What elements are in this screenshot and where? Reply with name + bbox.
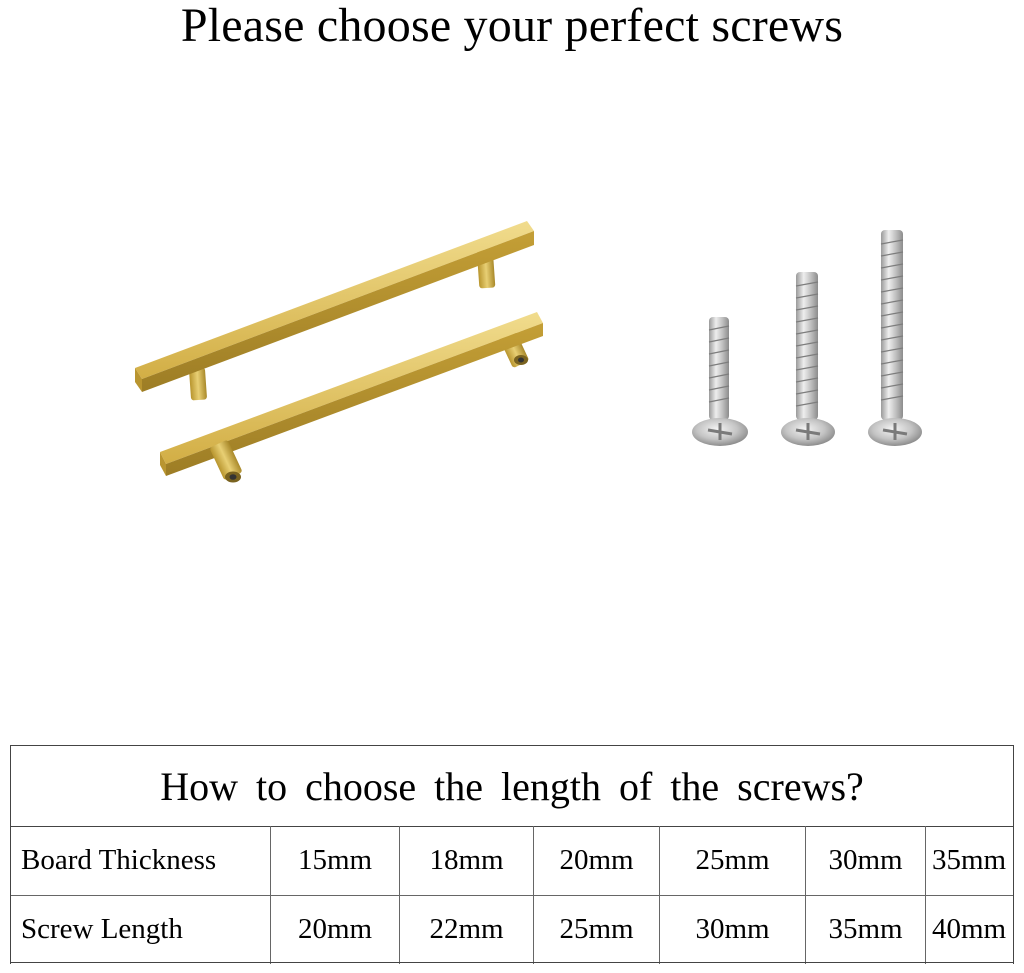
table-cell: 40mm — [931, 913, 1007, 945]
table-title: How to choose the length of the screws? — [11, 746, 1013, 827]
page-title: Please choose your perfect screws — [180, 0, 844, 52]
table-cell: 18mm — [400, 826, 534, 895]
table-cell: 20mm — [271, 895, 400, 964]
table-cell: 30mm — [806, 826, 926, 895]
row-label: Board Thickness — [11, 826, 271, 895]
row-label: Screw Length — [11, 895, 271, 964]
table-cell: 20mm — [534, 826, 660, 895]
table-bottom-border — [10, 962, 1014, 963]
screw-medium — [781, 272, 835, 446]
screw-length-table — [10, 745, 1014, 964]
table-cell: 35mm — [806, 895, 926, 964]
table-row-board-thickness — [11, 826, 1013, 896]
table-cell: 25mm — [534, 895, 660, 964]
table-cell: 22mm — [400, 895, 534, 964]
screw-short — [692, 317, 748, 446]
product-illustration — [0, 90, 1024, 690]
gold-handle-upper — [135, 221, 534, 401]
table-row-screw-length — [11, 895, 1013, 964]
table-cell: 25mm — [660, 826, 806, 895]
screw-long — [868, 230, 922, 446]
table-cell: 35mm — [931, 844, 1007, 876]
table-cell: 30mm — [660, 895, 806, 964]
table-cell: 15mm — [271, 826, 400, 895]
